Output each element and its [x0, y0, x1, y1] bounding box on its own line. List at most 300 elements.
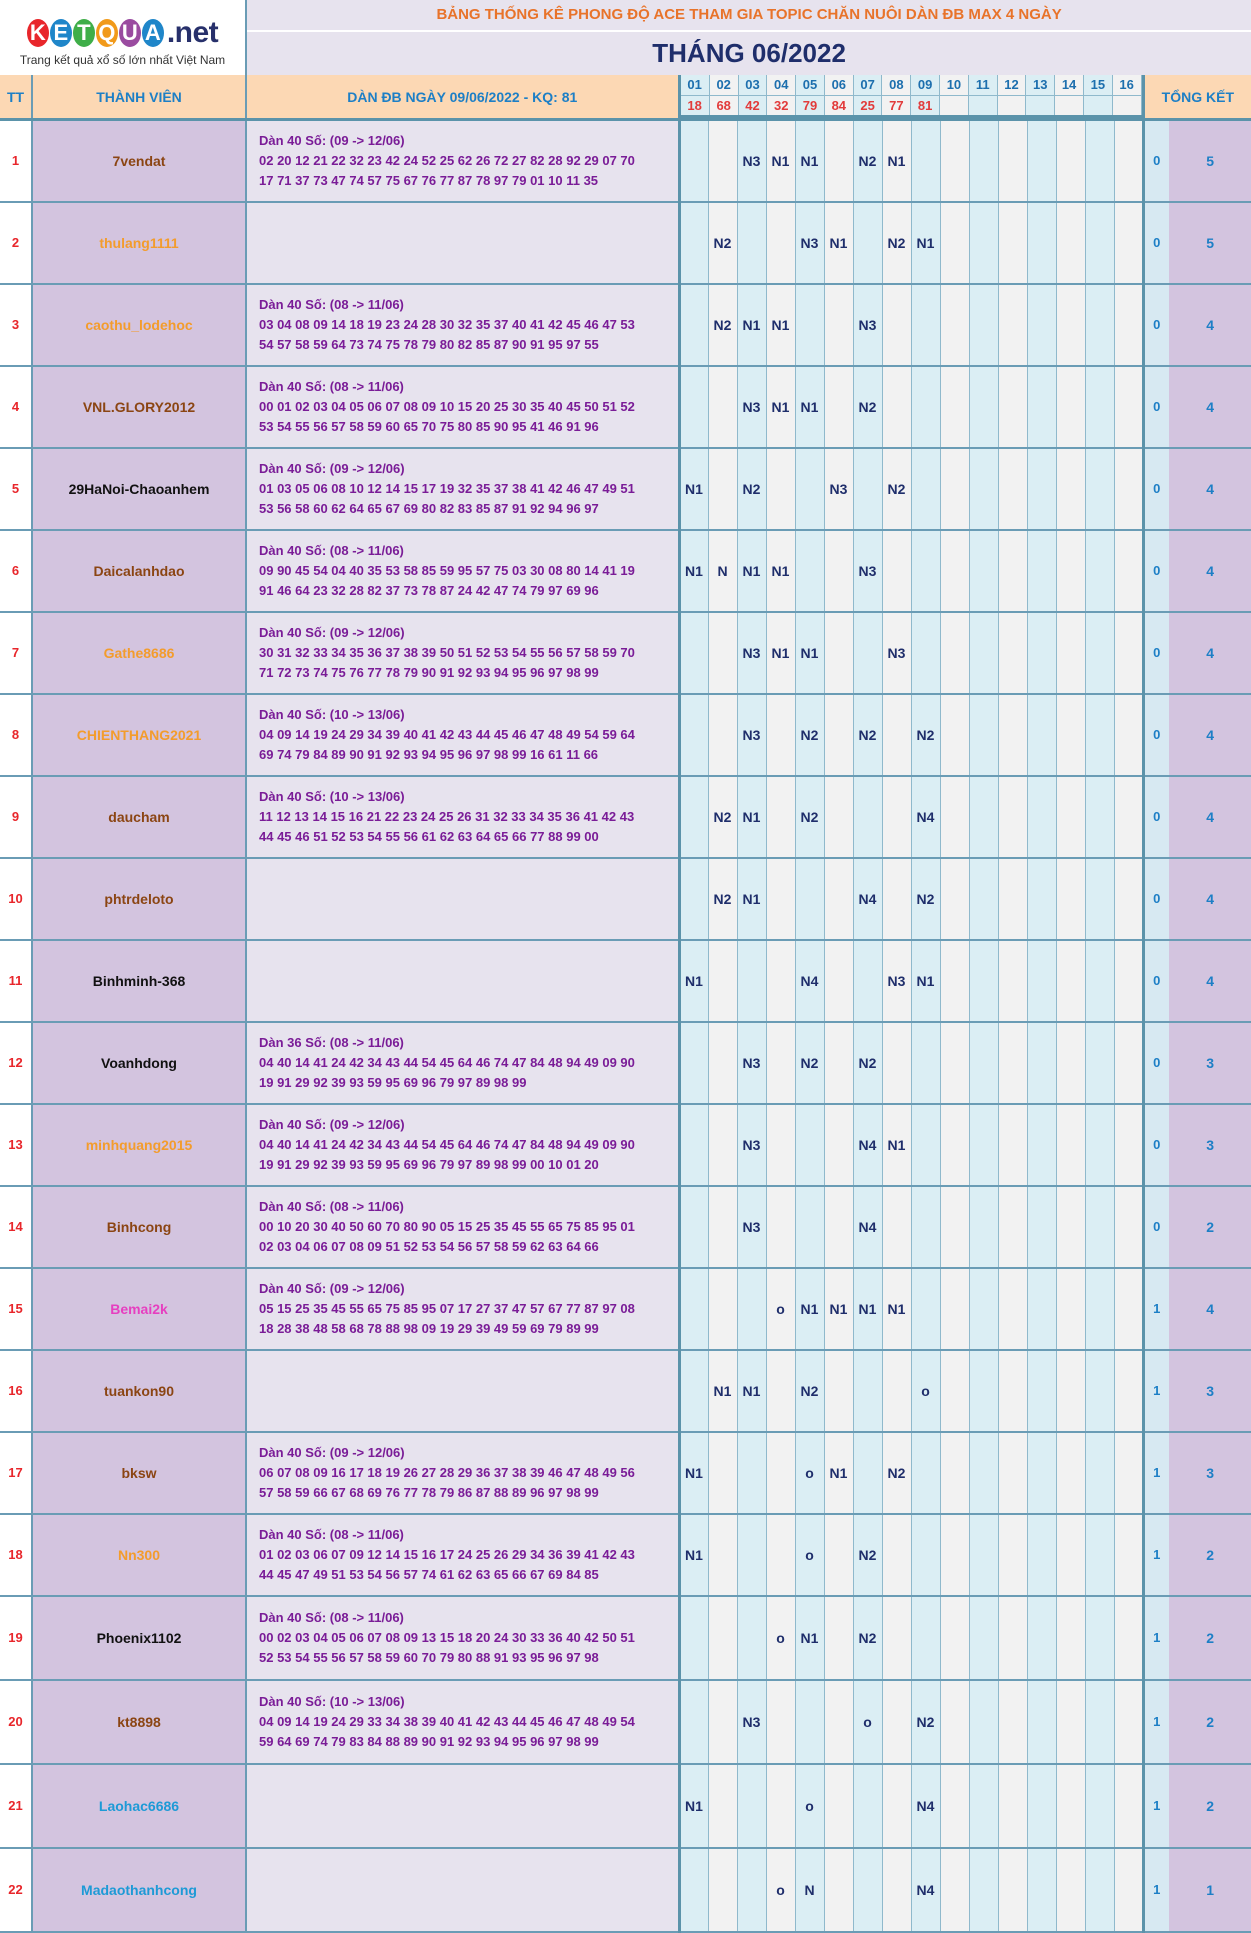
- dan-line: 02 03 04 06 07 08 09 51 52 53 54 56 57 58 59 62 63 64 66: [259, 1238, 599, 1254]
- day-cell-11: [969, 530, 998, 612]
- day-cell-15: [1085, 1596, 1114, 1680]
- dan-numbers: [246, 284, 679, 366]
- day-cell-05: N4: [795, 940, 824, 1022]
- dan-title: Dàn 40 Số: (09 -> 12/06): [259, 1116, 405, 1132]
- day-cell-14: [1056, 284, 1085, 366]
- win-count: 0: [1143, 366, 1169, 448]
- dan-title: Dàn 40 Số: (08 -> 11/06): [259, 296, 404, 312]
- member-name[interactable]: thulang1111: [32, 202, 246, 284]
- day-cell-13: [1027, 1432, 1056, 1514]
- day-cell-03: N3: [737, 366, 766, 448]
- day-cell-04: [766, 1186, 795, 1268]
- day-cell-02: [708, 694, 737, 776]
- day-cell-06: N3: [824, 448, 853, 530]
- day-cell-04: N1: [766, 366, 795, 448]
- day-cell-06: [824, 1186, 853, 1268]
- member-name[interactable]: 7vendat: [32, 120, 246, 202]
- table-row: [0, 776, 1251, 858]
- day-cell-07: N4: [853, 1104, 882, 1186]
- total-score: 4: [1169, 284, 1251, 366]
- day-header-03: [738, 75, 767, 117]
- day-cell-11: [969, 1432, 998, 1514]
- day-header-14: [1055, 75, 1084, 117]
- member-name[interactable]: VNL.GLORY2012: [32, 366, 246, 448]
- day-cell-14: [1056, 858, 1085, 940]
- day-cell-08: [882, 1022, 911, 1104]
- day-cell-01: [679, 612, 708, 694]
- dan-line: 30 31 32 33 34 35 36 37 38 39 50 51 52 53 54 55 56 57 58 59 70: [259, 644, 635, 660]
- day-cell-07: [853, 202, 882, 284]
- day-cell-05: N1: [795, 366, 824, 448]
- day-cell-14: [1056, 1764, 1085, 1848]
- day-cell-07: N3: [853, 530, 882, 612]
- day-cell-16: [1114, 1432, 1143, 1514]
- day-cell-12: [998, 120, 1027, 202]
- day-cell-01: [679, 284, 708, 366]
- win-count: 0: [1143, 202, 1169, 284]
- dan-numbers: [246, 1680, 679, 1764]
- day-cell-04: o: [766, 1596, 795, 1680]
- total-score: 3: [1169, 1432, 1251, 1514]
- logo-suffix: .net: [166, 15, 219, 49]
- day-cell-09: [911, 448, 940, 530]
- dan-title: Dàn 36 Số: (08 -> 11/06): [259, 1034, 404, 1050]
- dan-line: 00 10 20 30 40 50 60 70 80 90 05 15 25 35 45 55 65 75 85 95 01: [259, 1218, 635, 1234]
- day-cell-07: N2: [853, 1022, 882, 1104]
- day-cell-09: N1: [911, 202, 940, 284]
- member-name[interactable]: Binhminh-368: [32, 940, 246, 1022]
- day-cell-08: [882, 1186, 911, 1268]
- win-count: 1: [1143, 1432, 1169, 1514]
- day-cell-09: [911, 1104, 940, 1186]
- day-cell-12: [998, 694, 1027, 776]
- day-result: [1055, 96, 1083, 115]
- day-cell-03: N3: [737, 1680, 766, 1764]
- day-cell-15: [1085, 448, 1114, 530]
- day-cell-08: N1: [882, 1268, 911, 1350]
- day-cell-14: [1056, 1848, 1085, 1932]
- day-cell-10: [940, 612, 969, 694]
- row-number: 2: [0, 202, 32, 284]
- day-cell-15: [1085, 284, 1114, 366]
- day-cell-12: [998, 940, 1027, 1022]
- day-cell-08: [882, 530, 911, 612]
- dan-title: Dàn 40 Số: (08 -> 11/06): [259, 1198, 404, 1214]
- banner-month: THÁNG 06/2022: [247, 30, 1251, 75]
- day-cell-05: [795, 530, 824, 612]
- day-header-01: [681, 75, 710, 117]
- day-cell-10: [940, 1764, 969, 1848]
- win-count: 0: [1143, 530, 1169, 612]
- member-name[interactable]: Phoenix1102: [32, 1596, 246, 1680]
- day-cell-03: N2: [737, 448, 766, 530]
- day-header-11: [968, 75, 997, 117]
- row-number: 5: [0, 448, 32, 530]
- day-cell-15: [1085, 1848, 1114, 1932]
- day-cell-10: [940, 1596, 969, 1680]
- member-name[interactable]: tuankon90: [32, 1350, 246, 1432]
- day-cell-06: [824, 612, 853, 694]
- day-cell-12: [998, 1596, 1027, 1680]
- day-cell-14: [1056, 1350, 1085, 1432]
- logo-letter: U: [119, 19, 141, 47]
- day-cell-16: [1114, 202, 1143, 284]
- day-cell-10: [940, 1350, 969, 1432]
- row-number: 20: [0, 1680, 32, 1764]
- day-cell-04: N1: [766, 120, 795, 202]
- day-cell-11: [969, 1104, 998, 1186]
- header-dan: DÀN ĐB NGÀY 09/06/2022 - KQ: 81: [246, 75, 679, 120]
- day-cell-01: [679, 1596, 708, 1680]
- day-cell-05: [795, 284, 824, 366]
- day-cell-02: [708, 1186, 737, 1268]
- dan-line: 00 02 03 04 05 06 07 08 09 13 15 18 20 24 30 33 36 40 42 50 51: [259, 1629, 635, 1645]
- day-cell-11: [969, 776, 998, 858]
- total-score: 4: [1169, 776, 1251, 858]
- dan-numbers: [246, 1848, 679, 1932]
- day-cell-01: [679, 776, 708, 858]
- day-number: 10: [940, 75, 968, 96]
- day-cell-04: [766, 1514, 795, 1596]
- dan-line: 19 91 29 92 39 93 59 95 69 96 79 97 89 98 99 00 10 01 20: [259, 1156, 599, 1172]
- day-cell-09: [911, 120, 940, 202]
- day-cell-01: [679, 366, 708, 448]
- day-cell-13: [1027, 1350, 1056, 1432]
- day-number: 11: [969, 75, 997, 96]
- member-name[interactable]: 29HaNoi-Chaoanhem: [32, 448, 246, 530]
- member-name[interactable]: daucham: [32, 776, 246, 858]
- day-cell-16: [1114, 1186, 1143, 1268]
- day-cell-06: [824, 366, 853, 448]
- day-cell-14: [1056, 776, 1085, 858]
- day-cell-08: [882, 284, 911, 366]
- member-name[interactable]: CHIENTHANG2021: [32, 694, 246, 776]
- day-cell-14: [1056, 1432, 1085, 1514]
- day-cell-10: [940, 1268, 969, 1350]
- win-count: 0: [1143, 1186, 1169, 1268]
- day-cell-05: N2: [795, 776, 824, 858]
- table-row: [0, 448, 1251, 530]
- day-cell-08: [882, 694, 911, 776]
- win-count: 0: [1143, 694, 1169, 776]
- dan-numbers: [246, 694, 679, 776]
- logo-tagline: Trang kết quả xổ số lớn nhất Việt Nam: [19, 52, 226, 67]
- day-cell-10: [940, 202, 969, 284]
- day-cell-15: [1085, 1764, 1114, 1848]
- row-number: 3: [0, 284, 32, 366]
- day-cell-09: [911, 1432, 940, 1514]
- day-cell-16: [1114, 1514, 1143, 1596]
- row-number: 13: [0, 1104, 32, 1186]
- member-name[interactable]: Gathe8686: [32, 612, 246, 694]
- dan-line: 59 64 69 74 79 83 84 88 89 90 91 92 93 94 95 96 97 98 99: [259, 1733, 599, 1749]
- dan-numbers: [246, 858, 679, 940]
- win-count: 0: [1143, 284, 1169, 366]
- day-cell-02: N2: [708, 202, 737, 284]
- day-cell-01: [679, 1350, 708, 1432]
- table-row: [0, 1432, 1251, 1514]
- day-result: [1113, 96, 1141, 115]
- dan-line: 91 46 64 23 32 28 82 37 73 78 87 24 42 47 74 79 97 69 96: [259, 582, 599, 598]
- dan-title: Dàn 40 Số: (08 -> 11/06): [259, 1609, 404, 1625]
- table-row: [0, 1104, 1251, 1186]
- row-number: 9: [0, 776, 32, 858]
- day-cell-16: [1114, 612, 1143, 694]
- day-cell-08: [882, 1848, 911, 1932]
- member-name[interactable]: Madaothanhcong: [32, 1848, 246, 1932]
- day-cell-01: N1: [679, 1432, 708, 1514]
- day-cell-02: [708, 1432, 737, 1514]
- day-cell-03: N1: [737, 284, 766, 366]
- day-cell-15: [1085, 1268, 1114, 1350]
- day-cell-04: [766, 694, 795, 776]
- day-cell-07: N2: [853, 120, 882, 202]
- day-cell-03: [737, 1268, 766, 1350]
- dan-line: 00 01 02 03 04 05 06 07 08 09 10 15 20 25 30 35 40 45 50 51 52: [259, 398, 635, 414]
- day-cell-04: [766, 1104, 795, 1186]
- dan-line: 05 15 25 35 45 55 65 75 85 95 07 17 27 37 47 57 67 77 87 97 08: [259, 1300, 635, 1316]
- day-cell-16: [1114, 1022, 1143, 1104]
- logo-letter: Q: [96, 19, 118, 47]
- member-name[interactable]: minhquang2015: [32, 1104, 246, 1186]
- dan-line: 53 56 58 60 62 64 65 67 69 80 82 83 85 87 91 92 94 96 97: [259, 500, 599, 516]
- dan-title: Dàn 40 Số: (09 -> 12/06): [259, 1444, 405, 1460]
- member-name[interactable]: Nn300: [32, 1514, 246, 1596]
- table-row: [0, 694, 1251, 776]
- day-number: 08: [882, 75, 910, 96]
- day-header-04: [767, 75, 796, 117]
- day-cell-02: [708, 1680, 737, 1764]
- day-cell-14: [1056, 1022, 1085, 1104]
- day-number: 15: [1084, 75, 1112, 96]
- day-cell-06: [824, 776, 853, 858]
- day-cell-11: [969, 1848, 998, 1932]
- day-cell-03: [737, 1764, 766, 1848]
- day-cell-05: N3: [795, 202, 824, 284]
- day-cell-14: [1056, 1680, 1085, 1764]
- day-cell-04: [766, 940, 795, 1022]
- day-number: 07: [854, 75, 882, 96]
- day-cell-12: [998, 776, 1027, 858]
- day-cell-06: [824, 1848, 853, 1932]
- member-name[interactable]: Binhcong: [32, 1186, 246, 1268]
- day-cell-03: [737, 1514, 766, 1596]
- table-row: [0, 284, 1251, 366]
- logo[interactable]: [0, 0, 246, 75]
- day-cell-11: [969, 120, 998, 202]
- row-number: 21: [0, 1764, 32, 1848]
- win-count: 0: [1143, 940, 1169, 1022]
- day-cell-09: N4: [911, 1848, 940, 1932]
- day-cell-16: [1114, 366, 1143, 448]
- day-cell-02: [708, 1848, 737, 1932]
- day-cell-14: [1056, 612, 1085, 694]
- day-cell-16: [1114, 1350, 1143, 1432]
- table-row: [0, 1596, 1251, 1680]
- day-result: 79: [802, 98, 818, 113]
- day-cell-09: N4: [911, 776, 940, 858]
- total-score: 4: [1169, 694, 1251, 776]
- day-cell-04: [766, 858, 795, 940]
- day-cell-08: [882, 366, 911, 448]
- day-cell-08: N2: [882, 202, 911, 284]
- member-name[interactable]: Bemai2k: [32, 1268, 246, 1350]
- row-number: 12: [0, 1022, 32, 1104]
- day-cell-13: [1027, 284, 1056, 366]
- day-cell-01: [679, 1268, 708, 1350]
- day-cell-14: [1056, 940, 1085, 1022]
- day-cell-16: [1114, 120, 1143, 202]
- dan-title: Dàn 40 Số: (09 -> 12/06): [259, 132, 405, 148]
- day-cell-02: N2: [708, 284, 737, 366]
- day-cell-16: [1114, 448, 1143, 530]
- day-cell-04: N1: [766, 530, 795, 612]
- day-cell-15: [1085, 940, 1114, 1022]
- day-cell-11: [969, 202, 998, 284]
- day-cell-10: [940, 1848, 969, 1932]
- day-header-12: [997, 75, 1026, 117]
- day-cell-05: N2: [795, 694, 824, 776]
- dan-numbers: [246, 366, 679, 448]
- day-cell-16: [1114, 1104, 1143, 1186]
- day-cell-09: N2: [911, 1680, 940, 1764]
- dan-numbers: [246, 202, 679, 284]
- table-row: [0, 1186, 1251, 1268]
- day-cell-08: N3: [882, 612, 911, 694]
- day-cell-13: [1027, 1848, 1056, 1932]
- day-cell-12: [998, 1022, 1027, 1104]
- day-cell-06: [824, 1022, 853, 1104]
- table-row: [0, 1680, 1251, 1764]
- day-cell-03: N3: [737, 612, 766, 694]
- day-header-10: [940, 75, 969, 117]
- day-cell-02: N: [708, 530, 737, 612]
- dan-line: 04 09 14 19 24 29 34 39 40 41 42 43 44 45 46 47 48 49 54 59 64: [259, 726, 635, 742]
- win-count: 1: [1143, 1764, 1169, 1848]
- day-cell-13: [1027, 530, 1056, 612]
- day-cell-06: [824, 1514, 853, 1596]
- win-count: 0: [1143, 448, 1169, 530]
- row-number: 19: [0, 1596, 32, 1680]
- total-score: 2: [1169, 1764, 1251, 1848]
- day-cell-07: [853, 1848, 882, 1932]
- dan-line: 17 71 37 73 47 74 57 75 67 76 77 87 78 97 79 01 10 11 35: [259, 172, 599, 188]
- day-cell-06: [824, 1104, 853, 1186]
- member-name[interactable]: Daicalanhdao: [32, 530, 246, 612]
- day-cell-14: [1056, 1104, 1085, 1186]
- table-row: [0, 1022, 1251, 1104]
- day-cell-13: [1027, 612, 1056, 694]
- day-cell-07: N1: [853, 1268, 882, 1350]
- day-cell-11: [969, 1514, 998, 1596]
- day-cell-14: [1056, 366, 1085, 448]
- total-score: 3: [1169, 1350, 1251, 1432]
- day-cell-15: [1085, 612, 1114, 694]
- total-score: 4: [1169, 366, 1251, 448]
- day-cell-09: [911, 284, 940, 366]
- day-result: [969, 96, 997, 115]
- banner-title: BẢNG THỐNG KÊ PHONG ĐỘ ACE THAM GIA TOPIC CHĂN NUÔI DÀN ĐB MAX 4 NGÀY: [436, 6, 1062, 23]
- dan-title: Dàn 40 Số: (10 -> 13/06): [259, 706, 405, 722]
- day-cell-05: N1: [795, 1596, 824, 1680]
- day-cell-09: o: [911, 1350, 940, 1432]
- member-name[interactable]: kt8898: [32, 1680, 246, 1764]
- day-cell-12: [998, 366, 1027, 448]
- day-cell-08: N2: [882, 1432, 911, 1514]
- day-cell-11: [969, 1596, 998, 1680]
- day-cell-03: N1: [737, 858, 766, 940]
- day-cell-13: [1027, 1104, 1056, 1186]
- day-cell-09: N4: [911, 1764, 940, 1848]
- total-score: 1: [1169, 1848, 1251, 1932]
- member-name[interactable]: Laohac6686: [32, 1764, 246, 1848]
- day-header-06: [824, 75, 853, 117]
- day-cell-07: [853, 940, 882, 1022]
- member-name[interactable]: phtrdeloto: [32, 858, 246, 940]
- dan-numbers: [246, 1268, 679, 1350]
- day-cell-03: N1: [737, 1350, 766, 1432]
- day-cell-13: [1027, 120, 1056, 202]
- member-name[interactable]: bksw: [32, 1432, 246, 1514]
- day-cell-03: [737, 202, 766, 284]
- table-row: [0, 530, 1251, 612]
- day-cell-15: [1085, 1680, 1114, 1764]
- total-score: 4: [1169, 1268, 1251, 1350]
- day-cell-02: N2: [708, 776, 737, 858]
- row-number: 15: [0, 1268, 32, 1350]
- dan-numbers: [246, 1350, 679, 1432]
- dan-numbers: [246, 1514, 679, 1596]
- day-cell-07: N2: [853, 1596, 882, 1680]
- day-cell-04: o: [766, 1848, 795, 1932]
- day-number: 09: [911, 75, 939, 96]
- day-cell-08: [882, 1350, 911, 1432]
- day-cell-09: N1: [911, 940, 940, 1022]
- day-cell-15: [1085, 1350, 1114, 1432]
- day-cell-05: o: [795, 1432, 824, 1514]
- dan-numbers: [246, 1596, 679, 1680]
- win-count: 1: [1143, 1680, 1169, 1764]
- day-cell-11: [969, 1022, 998, 1104]
- day-cell-13: [1027, 448, 1056, 530]
- dan-title: Dàn 40 Số: (09 -> 12/06): [259, 624, 405, 640]
- row-number: 7: [0, 612, 32, 694]
- day-cell-06: [824, 1350, 853, 1432]
- day-cell-04: [766, 1022, 795, 1104]
- dan-line: 04 40 14 41 24 42 34 43 44 54 45 64 46 74 47 84 48 94 49 09 90: [259, 1054, 635, 1070]
- day-cell-03: [737, 1432, 766, 1514]
- day-number: 12: [998, 75, 1026, 96]
- member-name[interactable]: caothu_lodehoc: [32, 284, 246, 366]
- day-cell-12: [998, 202, 1027, 284]
- day-cell-10: [940, 776, 969, 858]
- day-cell-12: [998, 1432, 1027, 1514]
- day-cell-03: N3: [737, 1186, 766, 1268]
- day-cell-04: [766, 202, 795, 284]
- total-score: 2: [1169, 1680, 1251, 1764]
- day-cell-07: N2: [853, 694, 882, 776]
- total-score: 4: [1169, 858, 1251, 940]
- member-name[interactable]: Voanhdong: [32, 1022, 246, 1104]
- dan-title: Dàn 40 Số: (10 -> 13/06): [259, 788, 405, 804]
- dan-numbers: [246, 530, 679, 612]
- day-cell-03: [737, 1596, 766, 1680]
- day-cell-06: [824, 694, 853, 776]
- dan-title: Dàn 40 Số: (10 -> 13/06): [259, 1693, 405, 1709]
- dan-title: Dàn 40 Số: (08 -> 11/06): [259, 542, 404, 558]
- day-cell-08: [882, 1514, 911, 1596]
- total-score: 5: [1169, 202, 1251, 284]
